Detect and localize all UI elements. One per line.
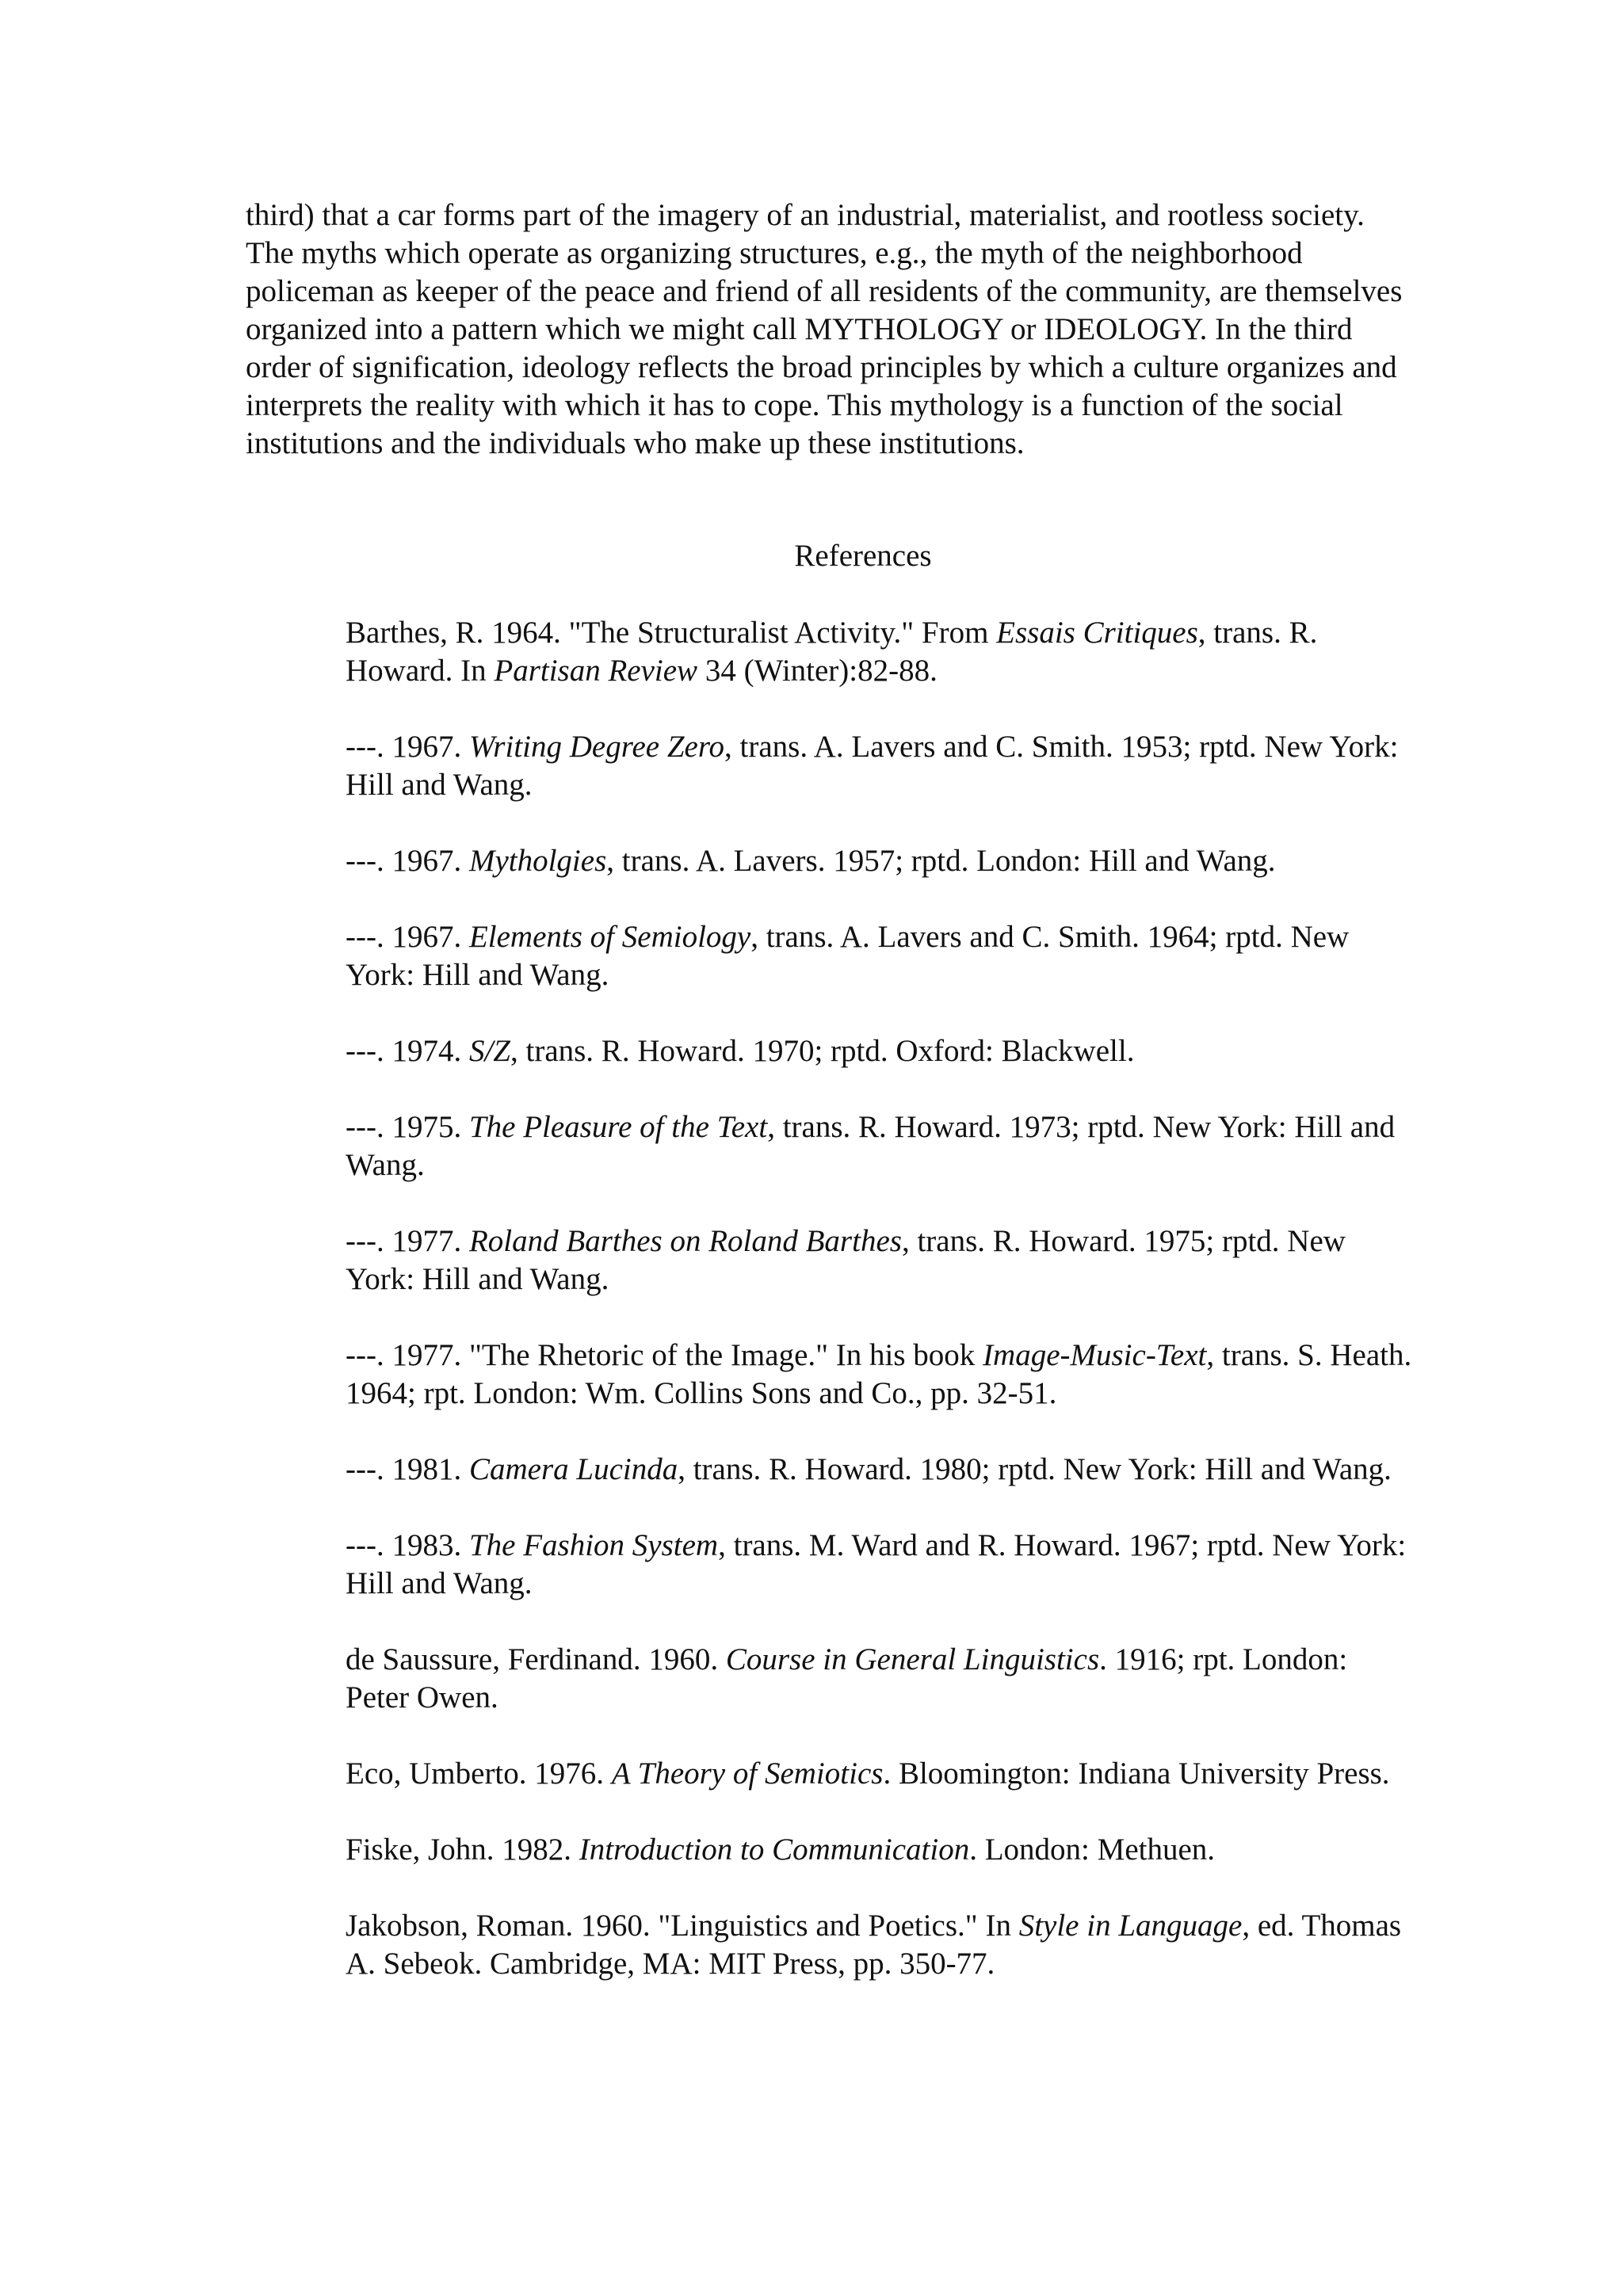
reference-item bbox=[346, 1831, 1415, 1869]
reference-text: ---. 1977. "The Rhetoric of the Image." In his book bbox=[346, 1338, 983, 1372]
reference-item bbox=[346, 614, 1415, 690]
reference-item bbox=[346, 1108, 1415, 1184]
reference-text: , trans. R. Howard. 1980; rptd. New York: Hill and Wang. bbox=[678, 1452, 1392, 1486]
reference-item bbox=[346, 1222, 1415, 1299]
reference-title: Mytholgies bbox=[468, 844, 607, 878]
reference-text: , trans. A. Lavers and C. Smith. 1964; rptd. New York: Hill and Wang. bbox=[346, 920, 1350, 992]
reference-text: , trans. R. Howard. 1973; rptd. New York: Hill and Wang. bbox=[346, 1110, 1396, 1182]
reference-title: Introduction to Communication bbox=[579, 1833, 970, 1867]
reference-item bbox=[346, 1032, 1415, 1070]
reference-text: ---. 1983. bbox=[346, 1528, 469, 1562]
reference-title: The Pleasure of the Text bbox=[468, 1110, 768, 1144]
reference-text: Jakobson, Roman. 1960. "Linguistics and Poetics." In bbox=[346, 1909, 1019, 1943]
reference-title: Elements of Semiology bbox=[468, 920, 751, 954]
reference-title: Style in Language bbox=[1018, 1909, 1243, 1943]
reference-text: ---. 1967. bbox=[346, 844, 469, 878]
references-heading: References bbox=[794, 539, 932, 573]
body-paragraph: third) that a car forms part of the imagery of an industrial, materialist, and rootless society. The myths which operate as organizing structures, e.g., the myth of the neighborhood policeman as keeper of the peace and friend of all residents of the community, are themselves organized into a pattern which we might call MYTHOLOGY or IDEOLOGY. In the third order of signification, ideology reflects the broad principles by which a culture organizes and interprets the reality with which it has to cope. This mythology is a function of the social institutions and the individuals who make up these institutions. bbox=[246, 198, 1403, 460]
reference-text: , ed. Thomas A. Sebeok. Cambridge, MA: MIT Press, pp. 350-77. bbox=[346, 1909, 1402, 1981]
reference-text: Fiske, John. 1982. bbox=[346, 1833, 579, 1867]
reference-text: Barthes, R. 1964. "The Structuralist Activity." From bbox=[346, 616, 997, 650]
reference-text: , trans. R. Howard. 1970; rptd. Oxford: Blackwell. bbox=[510, 1034, 1135, 1068]
references-list bbox=[346, 614, 1415, 2021]
reference-text: de Saussure, Ferdinand. 1960. bbox=[346, 1642, 726, 1676]
reference-text: , trans. A. Lavers and C. Smith. 1953; rptd. New York: Hill and Wang. bbox=[346, 730, 1399, 802]
reference-item bbox=[346, 1527, 1415, 1603]
reference-item bbox=[346, 1451, 1415, 1489]
reference-title: A Theory of Semiotics bbox=[611, 1756, 884, 1791]
reference-text: . 1916; rpt. London: Peter Owen. bbox=[346, 1642, 1348, 1714]
reference-title: Image-Music-Text bbox=[983, 1338, 1207, 1372]
reference-text: ---. 1981. bbox=[346, 1452, 469, 1486]
reference-title: Roland Barthes on Roland Barthes bbox=[468, 1224, 902, 1258]
reference-title: Essais Critiques bbox=[996, 616, 1198, 650]
reference-text: ---. 1977. bbox=[346, 1224, 469, 1258]
reference-text: , trans. A. Lavers. 1957; rptd. London: Hill and Wang. bbox=[606, 844, 1276, 878]
reference-title: Course in General Linguistics bbox=[725, 1642, 1100, 1676]
reference-item bbox=[346, 1755, 1415, 1793]
reference-text: ---. 1967. bbox=[346, 920, 469, 954]
reference-title: Writing Degree Zero bbox=[468, 730, 725, 764]
reference-text: , trans. R. Howard. In bbox=[346, 616, 1318, 688]
reference-text: , trans. M. Ward and R. Howard. 1967; rptd. New York: Hill and Wang. bbox=[346, 1528, 1407, 1600]
reference-text: . London: Methuen. bbox=[969, 1833, 1216, 1867]
reference-item bbox=[346, 1907, 1415, 1983]
reference-item bbox=[346, 1337, 1415, 1413]
reference-text: ---. 1975. bbox=[346, 1110, 469, 1144]
reference-item bbox=[346, 842, 1415, 880]
reference-title: Camera Lucinda bbox=[468, 1452, 678, 1486]
reference-text: ---. 1974. bbox=[346, 1034, 469, 1068]
reference-item bbox=[346, 728, 1415, 804]
reference-text: ---. 1967. bbox=[346, 730, 469, 764]
reference-text: , trans. S. Heath. 1964; rpt. London: Wm. Collins Sons and Co., pp. 32-51. bbox=[346, 1338, 1412, 1410]
reference-item bbox=[346, 918, 1415, 994]
reference-item bbox=[346, 1641, 1415, 1717]
reference-title: S/Z bbox=[468, 1034, 510, 1068]
reference-title: Partisan Review bbox=[494, 654, 698, 688]
reference-text: Eco, Umberto. 1976. bbox=[346, 1756, 612, 1791]
reference-text: . Bloomington: Indiana University Press. bbox=[883, 1756, 1390, 1791]
reference-title: The Fashion System bbox=[468, 1528, 719, 1562]
reference-text: 34 (Winter):82-88. bbox=[697, 654, 938, 688]
reference-text: , trans. R. Howard. 1975; rptd. New York: Hill and Wang. bbox=[346, 1224, 1346, 1296]
